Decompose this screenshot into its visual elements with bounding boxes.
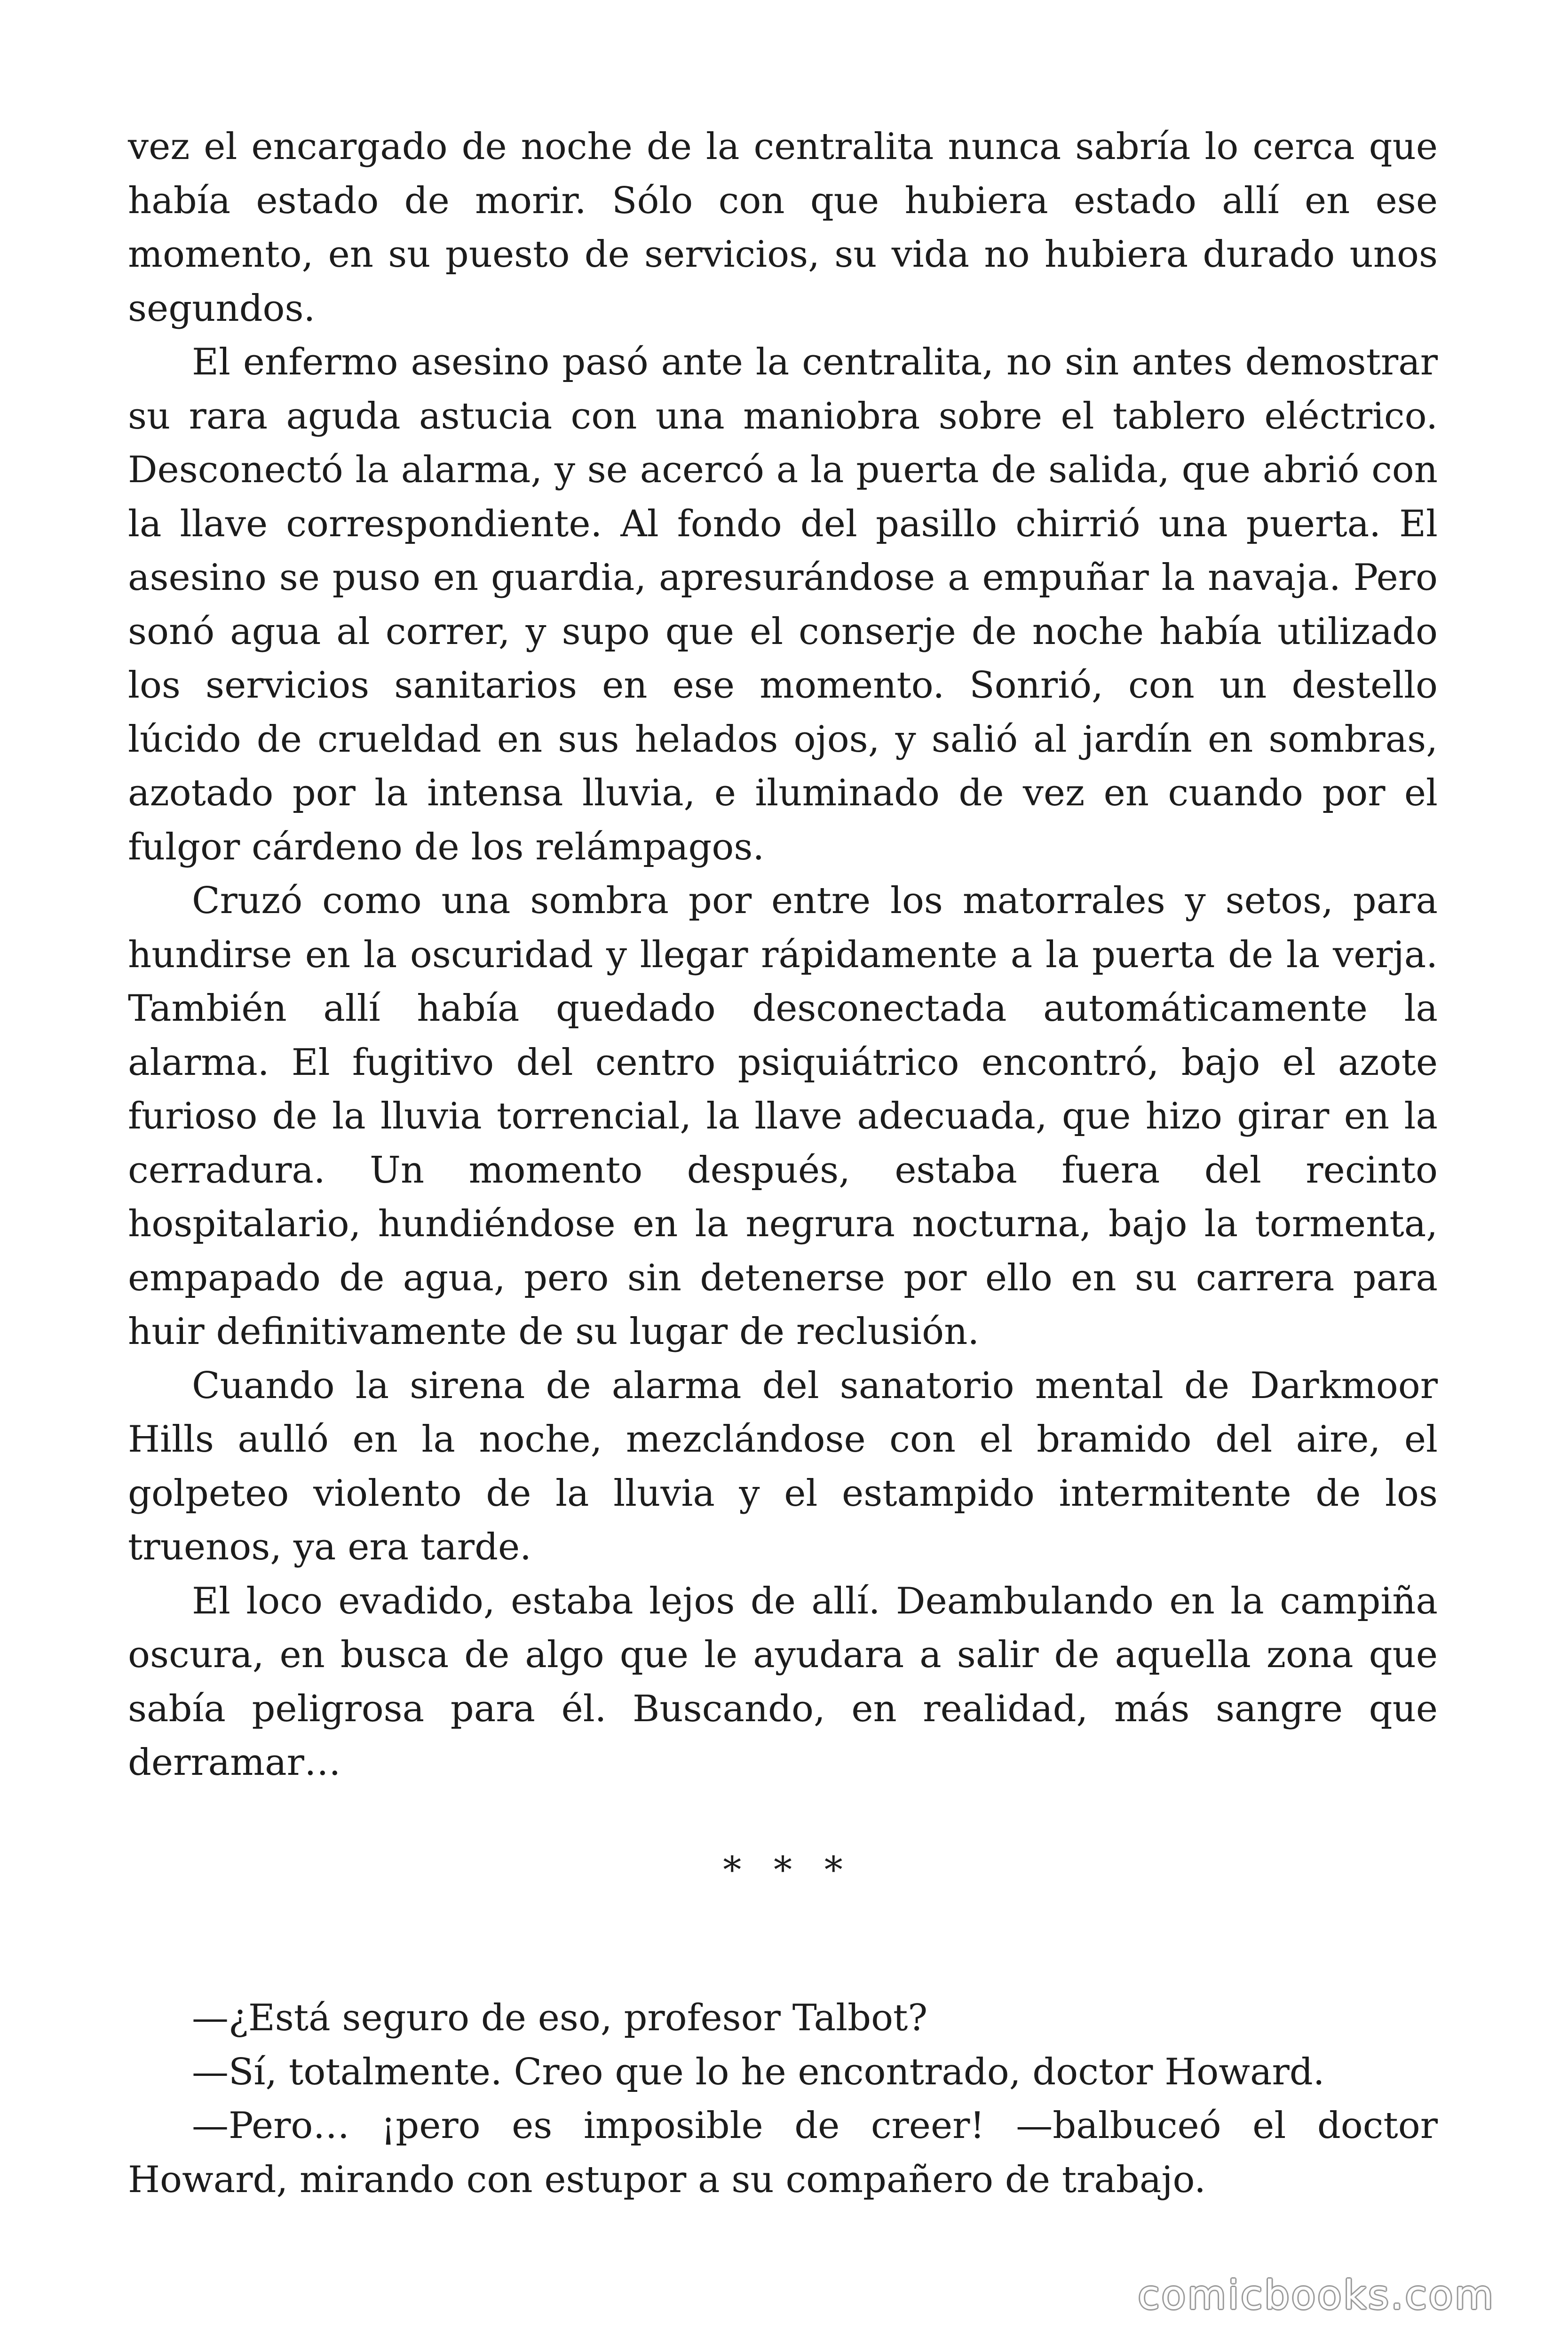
scene-separator: * * * [723, 1849, 853, 1891]
paragraph-4: Cuando la sirena de alarma del sanatorio mental de Darkmoor Hills aulló en la noche, mezclándose con el bramido del aire, el golpeteo violento de la lluvia y el estampido intermitente de los truenos, ya era tarde. [128, 1364, 1438, 1568]
paragraph-5: El loco evadido, estaba lejos de allí. Deambulando en la campiña oscura, en busca de algo que le ayudara a salir de aquella zona que sabía peligrosa para él. Buscando, en realidad, más sangre que derramar… [128, 1580, 1438, 1784]
dialogue-line-2: —Sí, totalmente. Creo que lo he encontrado, doctor Howard. [192, 2050, 1325, 2093]
watermark-logo: comicbooks.com [1138, 2272, 1495, 2318]
dialogue-block [128, 1991, 1438, 2207]
paragraph-2: El enfermo asesino pasó ante la centralita, no sin antes demostrar su rara aguda astucia con una maniobra sobre el tablero eléctrico. Desconectó la alarma, y se acercó a la puerta de salida, que abrió con la llave correspondiente. Al fondo del pasillo chirrió una puerta. El asesino se puso en guardia, apresurándose a empuñar la navaja. Pero sonó agua al correr, y supo que el conserje de noche había utilizado los servicios sanitarios en ese momento. Sonrió, con un destello lúcido de crueldad en sus helados ojos, y salió al jardín en sombras, azotado por la intensa lluvia, e iluminado de vez en cuando por el fulgor cárdeno de los relámpagos. [128, 341, 1438, 868]
paragraph-3: Cruzó como una sombra por entre los matorrales y setos, para hundirse en la oscuridad y llegar rápidamente a la puerta de la verja. También allí había quedado desconectada automáticamente la alarma. El fugitivo del centro psiquiátrico encontró, bajo el azote furioso de la lluvia torrencial, la llave adecuada, que hizo girar en la cerradura. Un momento después, estaba fuera del recinto hospitalario, hundiéndose en la negrura nocturna, bajo la tormenta, empapado de agua, pero sin detenerse por ello en su carrera para huir definitivamente de su lugar de reclusión. [128, 880, 1438, 1353]
dialogue-line-3: —Pero… ¡pero es imposible de creer! —balbuceó el doctor Howard, mirando con estupor a su compañero de trabajo. [128, 2105, 1438, 2201]
page-body [128, 120, 1438, 2207]
paragraph-1: vez el encargado de noche de la centralita nunca sabría lo cerca que había estado de morir. Sólo con que hubiera estado allí en ese momento, en su puesto de servicios, su vida no hubiera durado unos segundos. [128, 126, 1438, 330]
dialogue-line-1: —¿Está seguro de eso, profesor Talbot? [192, 1997, 928, 2039]
